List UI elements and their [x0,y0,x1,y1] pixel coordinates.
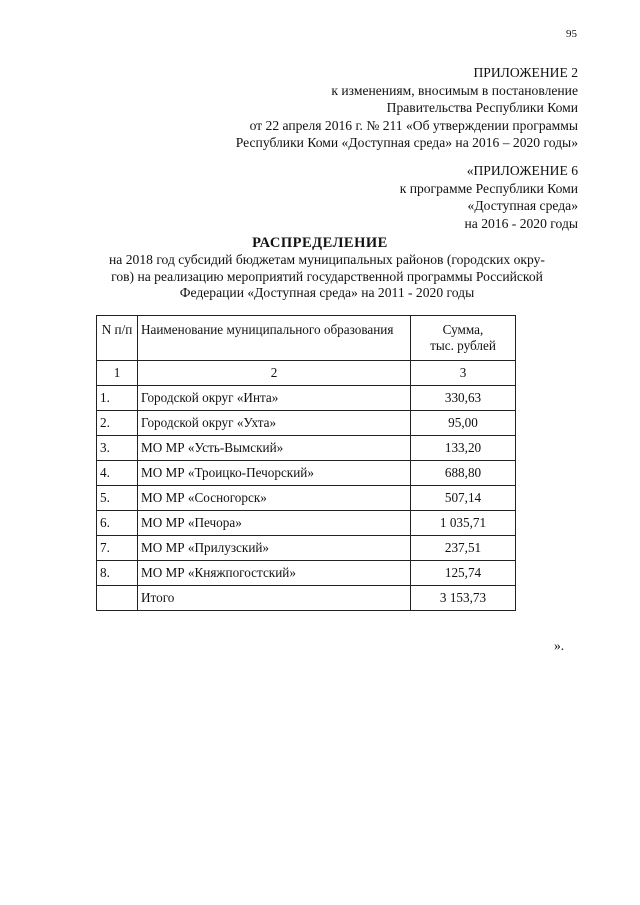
column-number: 3 [411,361,516,386]
row-sum: 330,63 [411,386,516,411]
appendix-2-line: ПРИЛОЖЕНИЕ 2 [473,65,578,80]
appendix-2-header [236,64,578,152]
row-num: 7. [97,536,138,561]
row-name: МО МР «Сосногорск» [138,486,411,511]
row-num: 6. [97,511,138,536]
appendix-6-line: «ПРИЛОЖЕНИЕ 6 [466,163,578,178]
column-number: 2 [138,361,411,386]
appendix-6-line: на 2016 - 2020 годы [464,215,578,231]
row-name: МО МР «Прилузский» [138,536,411,561]
subtitle-line: на 2018 год субсидий бюджетам муниципальных районов (городских окру- [109,252,545,267]
row-sum: 133,20 [411,436,516,461]
table-row [97,511,516,536]
appendix-2-line: к изменениям, вносимым в постановление [331,82,578,98]
distribution-table [96,315,516,611]
total-row [97,586,516,611]
row-name: МО МР «Троицко-Печорский» [138,461,411,486]
row-sum: 237,51 [411,536,516,561]
subtitle-line: гов) на реализацию мероприятий государственной программы Российской [111,268,543,284]
row-sum: 507,14 [411,486,516,511]
table-row [97,411,516,436]
row-name: Городской округ «Ухта» [138,411,411,436]
row-sum: 95,00 [411,411,516,436]
row-num: 5. [97,486,138,511]
page-number: 95 [566,28,577,40]
row-num: 3. [97,436,138,461]
header-sum-line1: Сумма, [442,322,484,337]
table-row [97,436,516,461]
table-row [97,461,516,486]
table-row [97,536,516,561]
header-sum [411,316,516,361]
appendix-6-header [400,162,578,232]
row-name: МО МР «Усть-Вымский» [138,436,411,461]
row-sum: 125,74 [411,561,516,586]
closing-quote: ». [554,638,565,653]
appendix-2-line: Республики Коми «Доступная среда» на 2016 – 2020 годы» [235,135,578,150]
row-num: 2. [97,411,138,436]
table-header-row [97,316,516,361]
header-sum-line2: тыс. рублей [430,338,496,353]
total-num [97,586,138,611]
appendix-6-line: к программе Республики Коми [399,180,578,196]
column-number-row [97,361,516,386]
row-name: МО МР «Печора» [138,511,411,536]
document-title: РАСПРЕДЕЛЕНИЕ [252,235,388,251]
header-num: N п/п [97,316,138,361]
appendix-2-line: от 22 апреля 2016 г. № 211 «Об утверждении программы [249,117,578,133]
total-label: Итого [138,586,411,611]
row-sum: 688,80 [411,461,516,486]
total-sum: 3 153,73 [411,586,516,611]
table-row [97,561,516,586]
row-sum: 1 035,71 [411,511,516,536]
row-num: 8. [97,561,138,586]
row-num: 4. [97,461,138,486]
header-name: Наименование муниципального образования [138,316,411,361]
row-num: 1. [97,386,138,411]
appendix-6-line: «Доступная среда» [467,198,578,213]
table-body [97,386,516,586]
row-name: МО МР «Княжпогостский» [138,561,411,586]
subtitle-line: Федерации «Доступная среда» на 2011 - 2020 годы [179,285,475,300]
document-subtitle [86,252,568,302]
column-number: 1 [97,361,138,386]
row-name: Городской округ «Инта» [138,386,411,411]
appendix-2-line: Правительства Республики Коми [386,100,578,115]
table-row [97,486,516,511]
table-row [97,386,516,411]
